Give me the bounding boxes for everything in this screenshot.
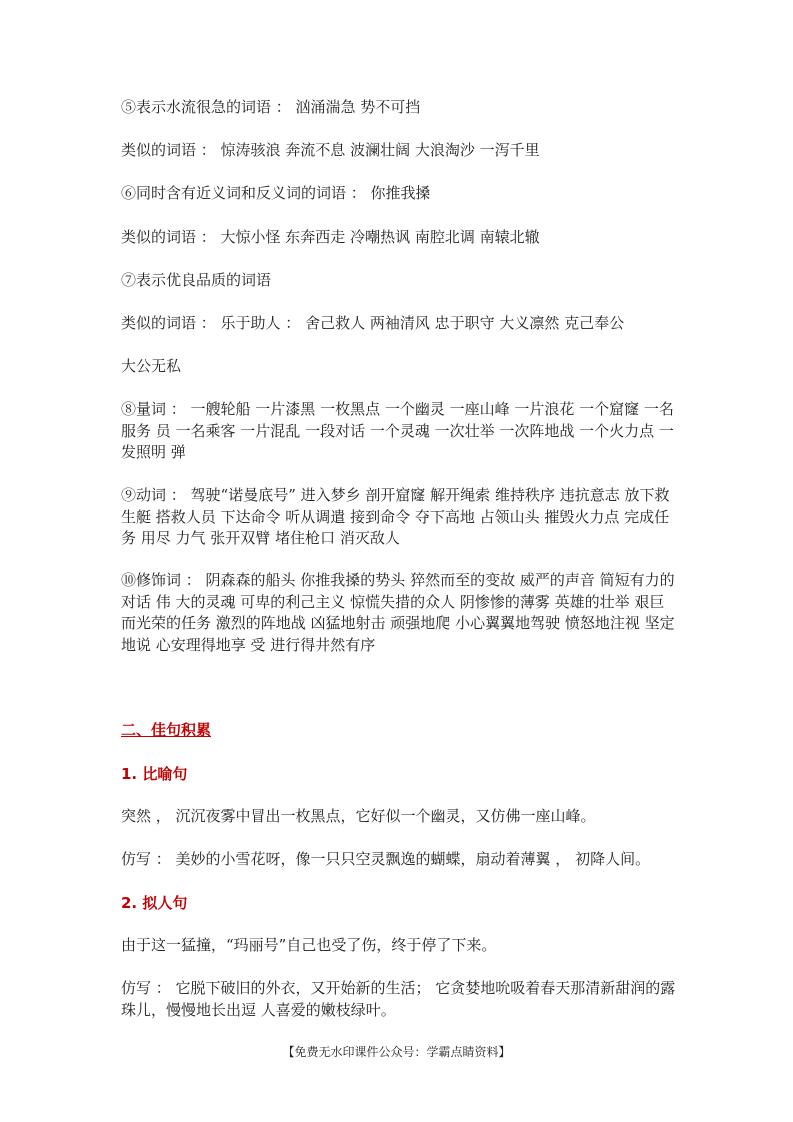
- section-title: 二、佳句积累: [121, 721, 212, 739]
- similar-words-6: 类似的词语 ： 大惊小怪 东奔西走 冷嘲热讽 南腔北调 南辕北辙: [121, 228, 540, 246]
- verbs-paragraph: ⑨动词 ： 驾驶“诺曼底号” 进入梦乡 剖开窟窿 解开绳索 维持秩序 违抗意志 放下救生艇 搭救人员 下达命令 听从调遣 接到命令 夺下高地 占领山头 摧毁火力点 完成任务 用尽 力气 张开双臂 堵住枪口 消灭敌人: [121, 486, 670, 547]
- modifiers-paragraph: ⑩修饰词 ： 阴森森的船头 你推我搡的势头 猝然而至的变故 威严的声音 简短有力的对话 伟 大的灵魂 可卑的利己主义 惊慌失措的众人 阴惨惨的薄雾 英雄的壮举 艰巨而光荣的任务 激烈的阵地战 凶猛地射击 顽强地爬 小心翼翼地驾驶 愤怒地注视 坚定地说 心安理得地享 受 进行得井然有序: [121, 571, 675, 654]
- simile-imitation: 仿写 ： 美妙的小雪花呀，像一只只空灵飘逸的蝴蝶，扇动着薄翼 ， 初降人间。: [121, 850, 651, 868]
- vocab-line-5: ⑤表示水流很急的词语 ： 汹涌湍急 势不可挡: [121, 98, 421, 116]
- simile-heading: 1. 比喻句: [121, 765, 188, 783]
- similar-words-7-cont: 大公无私: [121, 357, 182, 375]
- simile-sentence: 突然 ， 沉沉夜雾中冒出一枚黑点，它好似一个幽灵，又仿佛一座山峰。: [121, 807, 596, 825]
- personification-sentence: 由于这一猛撞，“玛丽号”自己也受了伤，终于停了下来。: [121, 936, 497, 954]
- similar-words-5: 类似的词语 ： 惊涛骇浪 奔流不息 波澜壮阔 大浪淘沙 一泻千里: [121, 141, 540, 159]
- vocab-line-7: ⑦表示优良品质的词语: [121, 271, 272, 289]
- similar-words-7: 类似的词语 ： 乐于助人 ： 舍己救人 两袖清风 忠于职守 大义凛然 克己奉公: [121, 314, 625, 332]
- personification-heading: 2. 拟人句: [121, 894, 188, 912]
- measure-words-paragraph: ⑧量词 ： 一艘轮船 一片漆黑 一枚黑点 一个幽灵 一座山峰 一片浪花 一个窟窿 一名服务 员 一名乘客 一片混乱 一段对话 一个灵魂 一次壮举 一次阵地战 一个火力点 一发照明 弹: [121, 400, 674, 461]
- vocab-line-6: ⑥同时含有近义词和反义词的词语 ： 你推我搡: [121, 184, 431, 202]
- footer-note: 【免费无水印课件公众号：学霸点睛资料】: [282, 1045, 511, 1059]
- personification-imitation: 仿写 ： 它脱下破旧的外衣，又开始新的生活； 它贪婪地吮吸着春天那清新甜润的露珠儿，慢慢地长出逗 人喜爱的嫩枝绿叶。: [121, 979, 676, 1019]
